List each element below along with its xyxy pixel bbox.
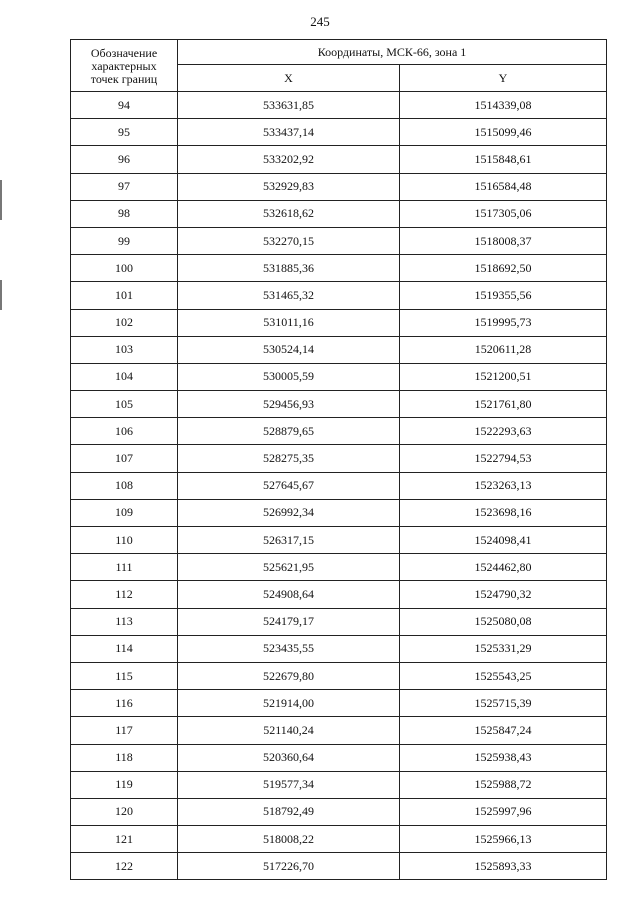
x-coordinate-cell: 532618,62 bbox=[178, 200, 400, 227]
table-row bbox=[71, 635, 607, 662]
y-coordinate-cell: 1522293,63 bbox=[400, 418, 607, 445]
table-row bbox=[71, 418, 607, 445]
table-row bbox=[71, 662, 607, 689]
point-cell: 105 bbox=[71, 391, 178, 418]
point-cell: 104 bbox=[71, 363, 178, 390]
y-coordinate-cell: 1523698,16 bbox=[400, 499, 607, 526]
y-coordinate-cell: 1518008,37 bbox=[400, 227, 607, 254]
table-row bbox=[71, 146, 607, 173]
x-coordinate-cell: 518792,49 bbox=[178, 798, 400, 825]
table-row bbox=[71, 391, 607, 418]
table-row bbox=[71, 472, 607, 499]
point-cell: 121 bbox=[71, 826, 178, 853]
x-coordinate-cell: 527645,67 bbox=[178, 472, 400, 499]
page-number: 245 bbox=[310, 14, 330, 29]
point-cell: 100 bbox=[71, 255, 178, 282]
x-coordinate-cell: 524179,17 bbox=[178, 608, 400, 635]
y-coordinate-cell: 1525847,24 bbox=[400, 717, 607, 744]
y-coordinate-cell: 1525080,08 bbox=[400, 608, 607, 635]
point-cell: 97 bbox=[71, 173, 178, 200]
x-coordinate-cell: 519577,34 bbox=[178, 771, 400, 798]
x-coordinate-cell: 531465,32 bbox=[178, 282, 400, 309]
x-coordinate-cell: 522679,80 bbox=[178, 662, 400, 689]
y-coordinate-cell: 1523263,13 bbox=[400, 472, 607, 499]
x-coordinate-cell: 526992,34 bbox=[178, 499, 400, 526]
x-coordinate-cell: 517226,70 bbox=[178, 853, 400, 880]
x-coordinate-cell: 528275,35 bbox=[178, 445, 400, 472]
y-coordinate-cell: 1525331,29 bbox=[400, 635, 607, 662]
point-cell: 95 bbox=[71, 119, 178, 146]
y-coordinate-cell: 1525966,13 bbox=[400, 826, 607, 853]
point-cell: 118 bbox=[71, 744, 178, 771]
point-cell: 112 bbox=[71, 581, 178, 608]
point-cell: 114 bbox=[71, 635, 178, 662]
table-row bbox=[71, 227, 607, 254]
y-coordinate-cell: 1521761,80 bbox=[400, 391, 607, 418]
table-row bbox=[71, 690, 607, 717]
table-body bbox=[71, 92, 607, 880]
y-coordinate-cell: 1525988,72 bbox=[400, 771, 607, 798]
point-cell: 96 bbox=[71, 146, 178, 173]
scan-edge-mark bbox=[0, 180, 2, 220]
point-cell: 103 bbox=[71, 336, 178, 363]
table-row bbox=[71, 771, 607, 798]
y-coordinate-cell: 1521200,51 bbox=[400, 363, 607, 390]
point-cell: 120 bbox=[71, 798, 178, 825]
y-coordinate-cell: 1525715,39 bbox=[400, 690, 607, 717]
point-cell: 94 bbox=[71, 92, 178, 119]
table-row bbox=[71, 798, 607, 825]
table-row bbox=[71, 336, 607, 363]
x-coordinate-cell: 525621,95 bbox=[178, 554, 400, 581]
x-coordinate-cell: 524908,64 bbox=[178, 581, 400, 608]
y-coordinate-cell: 1520611,28 bbox=[400, 336, 607, 363]
y-coordinate-cell: 1519995,73 bbox=[400, 309, 607, 336]
table-row bbox=[71, 826, 607, 853]
x-coordinate-cell: 521914,00 bbox=[178, 690, 400, 717]
x-column-header: X bbox=[178, 65, 400, 92]
x-coordinate-cell: 533202,92 bbox=[178, 146, 400, 173]
x-coordinate-cell: 521140,24 bbox=[178, 717, 400, 744]
x-coordinate-cell: 530005,59 bbox=[178, 363, 400, 390]
table-row bbox=[71, 717, 607, 744]
point-cell: 109 bbox=[71, 499, 178, 526]
point-cell: 117 bbox=[71, 717, 178, 744]
table-row bbox=[71, 282, 607, 309]
point-cell: 111 bbox=[71, 554, 178, 581]
x-coordinate-cell: 531885,36 bbox=[178, 255, 400, 282]
table-row bbox=[71, 853, 607, 880]
y-column-header: Y bbox=[400, 65, 607, 92]
point-cell: 115 bbox=[71, 662, 178, 689]
x-coordinate-cell: 532270,15 bbox=[178, 227, 400, 254]
x-coordinate-cell: 529456,93 bbox=[178, 391, 400, 418]
x-coordinate-cell: 528879,65 bbox=[178, 418, 400, 445]
y-coordinate-cell: 1524098,41 bbox=[400, 527, 607, 554]
y-coordinate-cell: 1517305,06 bbox=[400, 200, 607, 227]
y-coordinate-cell: 1525997,96 bbox=[400, 798, 607, 825]
y-coordinate-cell: 1516584,48 bbox=[400, 173, 607, 200]
table-row bbox=[71, 255, 607, 282]
point-cell: 113 bbox=[71, 608, 178, 635]
point-header-line1: Обозначение bbox=[90, 45, 158, 60]
point-cell: 108 bbox=[71, 472, 178, 499]
table-row bbox=[71, 119, 607, 146]
y-coordinate-cell: 1518692,50 bbox=[400, 255, 607, 282]
y-coordinate-cell: 1525938,43 bbox=[400, 744, 607, 771]
y-coordinate-cell: 1524462,80 bbox=[400, 554, 607, 581]
y-coordinate-cell: 1515848,61 bbox=[400, 146, 607, 173]
x-coordinate-cell: 523435,55 bbox=[178, 635, 400, 662]
point-cell: 122 bbox=[71, 853, 178, 880]
table-row bbox=[71, 309, 607, 336]
table-header bbox=[71, 40, 607, 92]
table-row bbox=[71, 200, 607, 227]
table-row bbox=[71, 744, 607, 771]
point-cell: 106 bbox=[71, 418, 178, 445]
y-coordinate-cell: 1514339,08 bbox=[400, 92, 607, 119]
point-cell: 119 bbox=[71, 771, 178, 798]
x-coordinate-cell: 533437,14 bbox=[178, 119, 400, 146]
point-cell: 110 bbox=[71, 527, 178, 554]
point-cell: 101 bbox=[71, 282, 178, 309]
point-header-line2: характерных bbox=[91, 58, 157, 73]
x-coordinate-cell: 518008,22 bbox=[178, 826, 400, 853]
y-coordinate-cell: 1522794,53 bbox=[400, 445, 607, 472]
x-coordinate-cell: 520360,64 bbox=[178, 744, 400, 771]
scan-edge-mark bbox=[0, 280, 2, 310]
table-row bbox=[71, 363, 607, 390]
x-coordinate-cell: 526317,15 bbox=[178, 527, 400, 554]
table-row bbox=[71, 173, 607, 200]
point-cell: 99 bbox=[71, 227, 178, 254]
table-row bbox=[71, 445, 607, 472]
point-column-header bbox=[71, 40, 178, 92]
y-coordinate-cell: 1525543,25 bbox=[400, 662, 607, 689]
point-cell: 107 bbox=[71, 445, 178, 472]
y-coordinate-cell: 1524790,32 bbox=[400, 581, 607, 608]
point-cell: 116 bbox=[71, 690, 178, 717]
y-coordinate-cell: 1525893,33 bbox=[400, 853, 607, 880]
point-header-line3: точек границ bbox=[90, 71, 158, 86]
table-row bbox=[71, 581, 607, 608]
point-cell: 102 bbox=[71, 309, 178, 336]
y-coordinate-cell: 1519355,56 bbox=[400, 282, 607, 309]
y-coordinate-cell: 1515099,46 bbox=[400, 119, 607, 146]
coordinates-table bbox=[70, 39, 607, 880]
x-coordinate-cell: 533631,85 bbox=[178, 92, 400, 119]
x-coordinate-cell: 531011,16 bbox=[178, 309, 400, 336]
coordinates-group-header: Координаты, МСК-66, зона 1 bbox=[178, 40, 607, 65]
table-row bbox=[71, 554, 607, 581]
table-row bbox=[71, 92, 607, 119]
x-coordinate-cell: 530524,14 bbox=[178, 336, 400, 363]
table-row bbox=[71, 499, 607, 526]
x-coordinate-cell: 532929,83 bbox=[178, 173, 400, 200]
table-row bbox=[71, 608, 607, 635]
table-row bbox=[71, 527, 607, 554]
point-cell: 98 bbox=[71, 200, 178, 227]
